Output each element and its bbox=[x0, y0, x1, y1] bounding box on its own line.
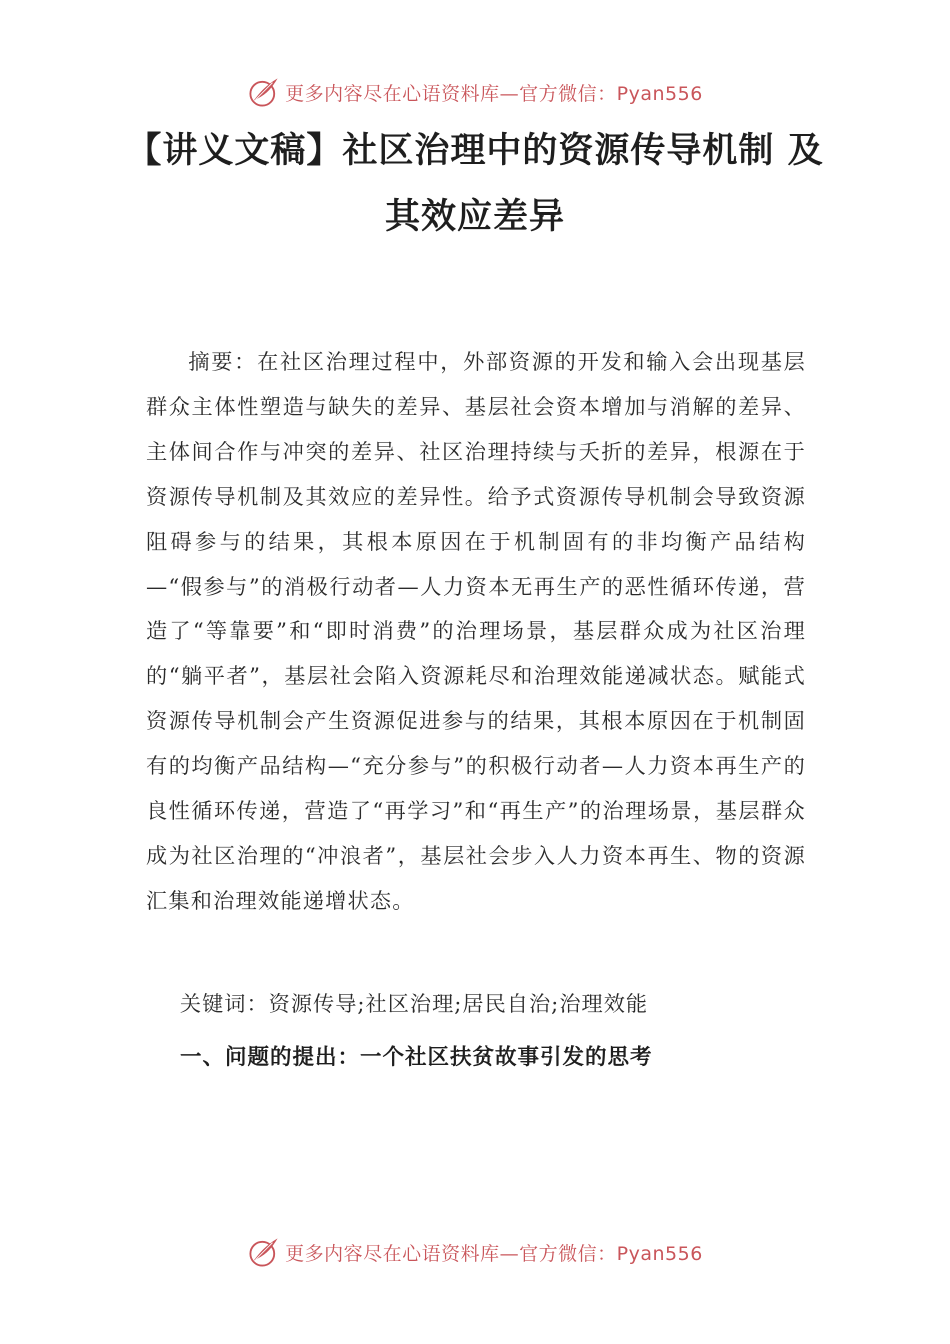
watermark-text: 更多内容尽在心语资料库—官方微信： bbox=[285, 1242, 617, 1265]
watermark-wechat-id: Pyan556 bbox=[616, 82, 703, 105]
keywords-line: 关键词：资源传导;社区治理;居民自治;治理效能 bbox=[179, 991, 649, 1016]
abstract-paragraph: 摘要：在社区治理过程中，外部资源的开发和输入会出现基层群众主体性塑造与缺失的差异、基层社会资本增加与消解的差异、主体间合作与冲突的差异、社区治理持续与夭折的差异，根源在于资源传导机制及其效应的差异性。给予式资源传导机制会导致资源阻碍参与的结果，其根本原因在于机制固有的非均衡产品结构—“假参与”的消极行动者—人力资本无再生产的恶性循环传递，营造了“等靠要”和“即时消费”的治理场景，基层群众成为社区治理的“躺平者”，基层社会陷入资源耗尽和治理效能递减状态。赋能式资源传导机制会产生资源促进参与的结果，其根本原因在于机制固有的均衡产品结构—“充分参与”的积极行动者—人力资本再生产的良性循环传递，营造了“再学习”和“再生产”的治理场景，基层群众成为社区治理的“冲浪者”，基层社会步入人力资本再生、物的资源汇集和治理效能递增状态。 bbox=[146, 349, 806, 913]
footer-watermark bbox=[0, 1232, 950, 1272]
section-heading: 一、问题的提出：一个社区扶贫故事引发的思考 bbox=[180, 1045, 653, 1070]
feather-pen-logo-icon bbox=[247, 75, 281, 109]
watermark-wechat-id: Pyan556 bbox=[616, 1242, 703, 1265]
header-watermark bbox=[0, 72, 950, 112]
watermark-text: 更多内容尽在心语资料库—官方微信： bbox=[285, 82, 617, 105]
feather-pen-logo-icon bbox=[247, 1235, 281, 1269]
document-title: 【讲义文稿】社区治理中的资源传导机制 及其效应差异 bbox=[126, 131, 824, 237]
